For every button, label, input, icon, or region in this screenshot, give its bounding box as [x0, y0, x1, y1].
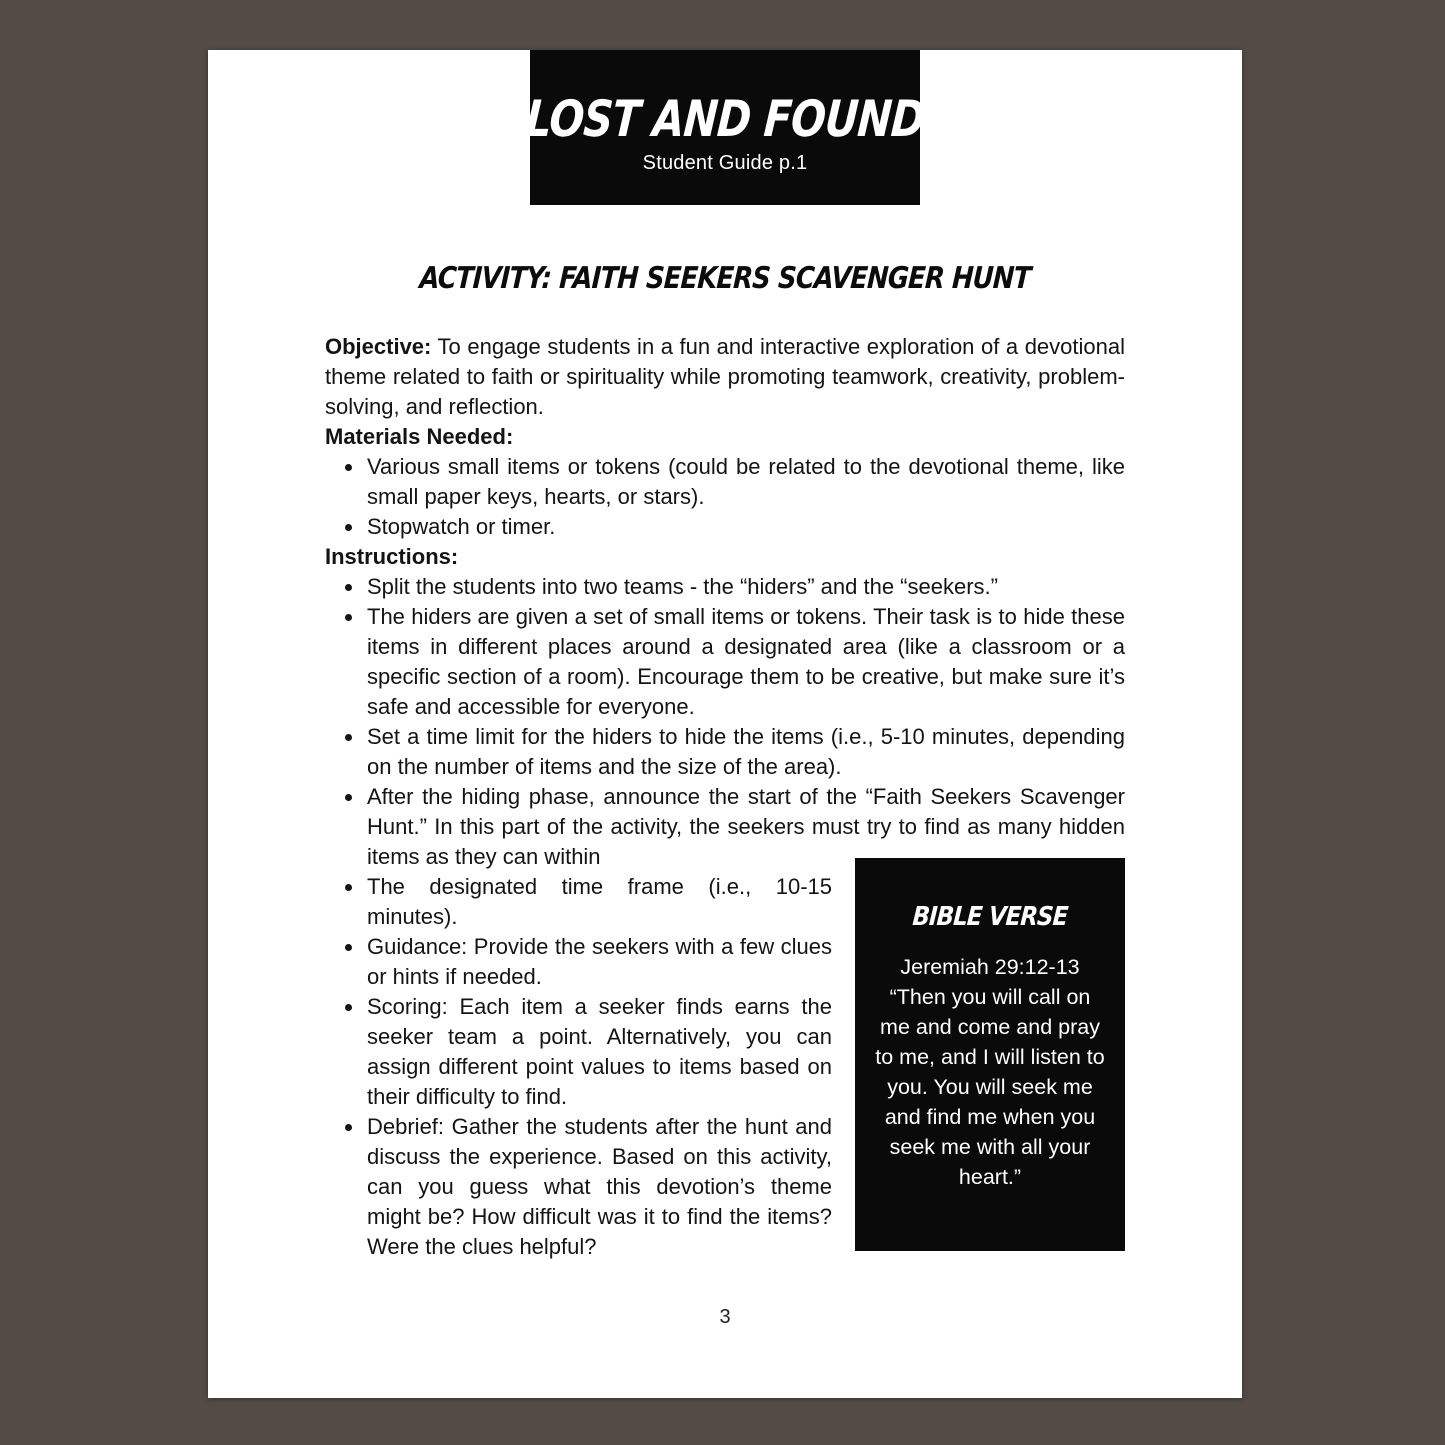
bible-verse-title: BIBLE VERSE — [911, 902, 1069, 932]
list-item: • Various small items or tokens (could be related to the devotional theme, like small paper keys, hearts, or stars). — [365, 452, 1125, 512]
objective-text: To engage students in a fun and interactive exploration of a devotional theme related to faith or spirituality while promoting teamwork, creativity, problem-solving, and reflection. — [325, 334, 1125, 419]
objective-paragraph — [325, 332, 1125, 422]
bible-verse-box — [855, 858, 1125, 1251]
list-item: • Set a time limit for the hiders to hide the items (i.e., 5-10 minutes, depending on the number of items and the size of the area). — [365, 722, 1125, 782]
list-item: • Stopwatch or timer. — [365, 512, 1125, 542]
list-item: • The designated time frame (i.e., 10-15 minutes). — [365, 872, 1125, 932]
bible-verse-reference: Jeremiah 29:12-13 — [900, 955, 1080, 979]
list-item: • Debrief: Gather the students after the hunt and discuss the experience. Based on this activity, can you guess what this devotion’s theme might be? How difficult was it to find the items? Were the clues helpful? — [365, 1112, 1125, 1262]
document-subtitle: Student Guide p.1 — [642, 152, 808, 174]
materials-label: Materials Needed: — [325, 424, 514, 449]
page-number: 3 — [719, 1306, 731, 1328]
instructions-list — [325, 572, 1125, 872]
list-item: • Split the students into two teams - the “hiders” and the “seekers.” — [365, 572, 1125, 602]
objective-label: Objective: — [325, 334, 432, 359]
bible-verse-text: “Then you will call on me and come and pray to me, and I will listen to you. You will seek me and find me when you seek me with all your heart.” — [875, 985, 1105, 1189]
content-area — [325, 332, 1125, 1332]
materials-list — [325, 452, 1125, 542]
title-banner — [523, 50, 927, 205]
document-page — [208, 50, 1242, 1398]
list-item: • Guidance: Provide the seekers with a few clues or hints if needed. — [365, 932, 1125, 992]
list-item: • Scoring: Each item a seeker finds earns the seeker team a point. Alternatively, you can assign different point values to items based on their difficulty to find. — [365, 992, 1125, 1112]
wrap-zone — [325, 872, 1125, 1262]
list-item: • After the hiding phase, announce the start of the “Faith Seekers Scavenger Hunt.” In this part of the activity, the seekers must try to find as many hidden items as they can within — [365, 782, 1125, 872]
instructions-label: Instructions: — [325, 544, 459, 569]
activity-title: ACTIVITY: FAITH SEEKERS SCAVENGER HUNT — [418, 261, 1032, 296]
list-item: • The hiders are given a set of small items or tokens. Their task is to hide these items in different places around a designated area (like a classroom or a specific section of a room). Encourage them to be creative, but make sure it’s safe and accessible for everyone. — [365, 602, 1125, 722]
document-title: LOST AND FOUND — [523, 90, 927, 148]
